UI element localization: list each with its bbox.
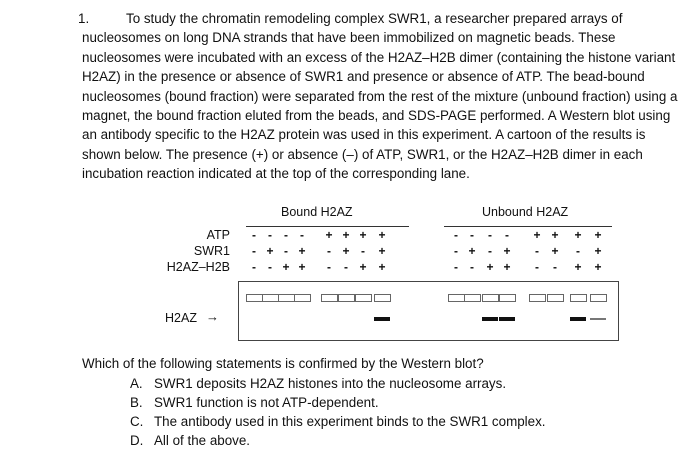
- lane-sign: +: [574, 260, 582, 274]
- lane-sign: -: [252, 244, 256, 258]
- lane-sign: -: [252, 260, 256, 274]
- lane-sign: -: [268, 228, 272, 242]
- option-letter: D.: [130, 433, 144, 448]
- row-label-swr1: SWR1: [193, 244, 230, 258]
- header-rule: [444, 226, 612, 227]
- lane-sign: +: [342, 244, 350, 258]
- option-text: All of the above.: [154, 433, 251, 448]
- lane-sign: +: [378, 260, 386, 274]
- unbound-title: Unbound H2AZ: [482, 205, 569, 219]
- lane-sign: -: [454, 260, 458, 274]
- lane-sign: +: [594, 260, 602, 274]
- lane-sign: -: [284, 228, 288, 242]
- lane-sign: -: [488, 244, 492, 258]
- option-letter: A.: [130, 376, 143, 391]
- lane-sign: -: [361, 244, 365, 258]
- question-text: To study the chromatin remodeling complex SWR1, a researcher prepared arrays of nucleosomes on long DNA strands that have been immobilized on magnetic beads. These nucleosomes were incubated with an excess of the H2AZ–H2B dimer (containing the histone variant H2AZ) in the presence or absence of SWR1 and presence or absence of ATP. The bead-bound nucleosomes (bound fraction) were separated from the rest of the mixture (unbound fraction) using a magnet, the bound fraction eluted from the beads, and SDS-PAGE performed. A Western blot using an antibody specific to the H2AZ protein was used in this experiment. A cartoon of the results is shown below. The presence (+) or absence (–) of ATP, SWR1, or the H2AZ–H2B dimer in each incubation reaction indicated at the top of the corresponding lane.: [82, 11, 678, 182]
- lane-sign: -: [470, 228, 474, 242]
- option-a: [130, 376, 506, 391]
- lane-sign: +: [359, 260, 367, 274]
- question-number: 1.: [78, 11, 90, 26]
- header-rule: [246, 226, 409, 227]
- lane-sign: -: [252, 228, 256, 242]
- option-b: [130, 395, 379, 410]
- option-letter: B.: [130, 395, 143, 410]
- prompt-text: Which of the following statements is confirmed by the Western blot?: [82, 356, 484, 371]
- lane-sign: +: [468, 244, 476, 258]
- option-letter: C.: [130, 414, 144, 429]
- lane-sign: +: [594, 244, 602, 258]
- bound-title: Bound H2AZ: [281, 205, 353, 219]
- lane-sign: -: [535, 260, 539, 274]
- option-text: The antibody used in this experiment binds to the SWR1 complex.: [154, 414, 546, 429]
- row-label-h2az-h2b: H2AZ–H2B: [166, 260, 230, 274]
- lane-sign: -: [535, 244, 539, 258]
- lane-sign: +: [378, 244, 386, 258]
- option-text: SWR1 deposits H2AZ histones into the nucleosome arrays.: [154, 376, 507, 391]
- lane-sign: -: [576, 244, 580, 258]
- lane-sign: +: [533, 228, 541, 242]
- band-label-h2az: H2AZ: [165, 311, 197, 325]
- option-c: [130, 414, 546, 429]
- lane-sign: -: [470, 260, 474, 274]
- lane-sign: -: [454, 244, 458, 258]
- lane-sign: +: [298, 260, 306, 274]
- option-text: SWR1 function is not ATP-dependent.: [154, 395, 379, 410]
- lane-sign: -: [268, 260, 272, 274]
- lane-sign: -: [327, 260, 331, 274]
- lane-sign: +: [486, 260, 494, 274]
- lane-sign: +: [503, 260, 511, 274]
- lane-sign: -: [300, 228, 304, 242]
- option-d: [130, 433, 250, 448]
- lane-sign: +: [298, 244, 306, 258]
- lane-sign: +: [574, 228, 582, 242]
- lane-sign: -: [327, 244, 331, 258]
- lane-sign: +: [594, 228, 602, 242]
- row-label-atp: ATP: [206, 228, 230, 242]
- lane-sign: +: [359, 228, 367, 242]
- lane-sign: -: [454, 228, 458, 242]
- gel-frame: [238, 281, 619, 341]
- lane-sign: +: [342, 228, 350, 242]
- lane-sign: +: [325, 228, 333, 242]
- lane-sign: +: [282, 260, 290, 274]
- arrow-icon: →: [206, 309, 219, 324]
- lane-sign: -: [553, 260, 557, 274]
- lane-sign: +: [551, 228, 559, 242]
- lane-sign: +: [378, 228, 386, 242]
- lane-sign: +: [266, 244, 274, 258]
- lane-sign: -: [505, 228, 509, 242]
- lane-sign: +: [551, 244, 559, 258]
- lane-sign: +: [503, 244, 511, 258]
- lane-sign: -: [344, 260, 348, 274]
- lane-sign: -: [488, 228, 492, 242]
- question-block: [78, 9, 682, 184]
- lane-sign: -: [284, 244, 288, 258]
